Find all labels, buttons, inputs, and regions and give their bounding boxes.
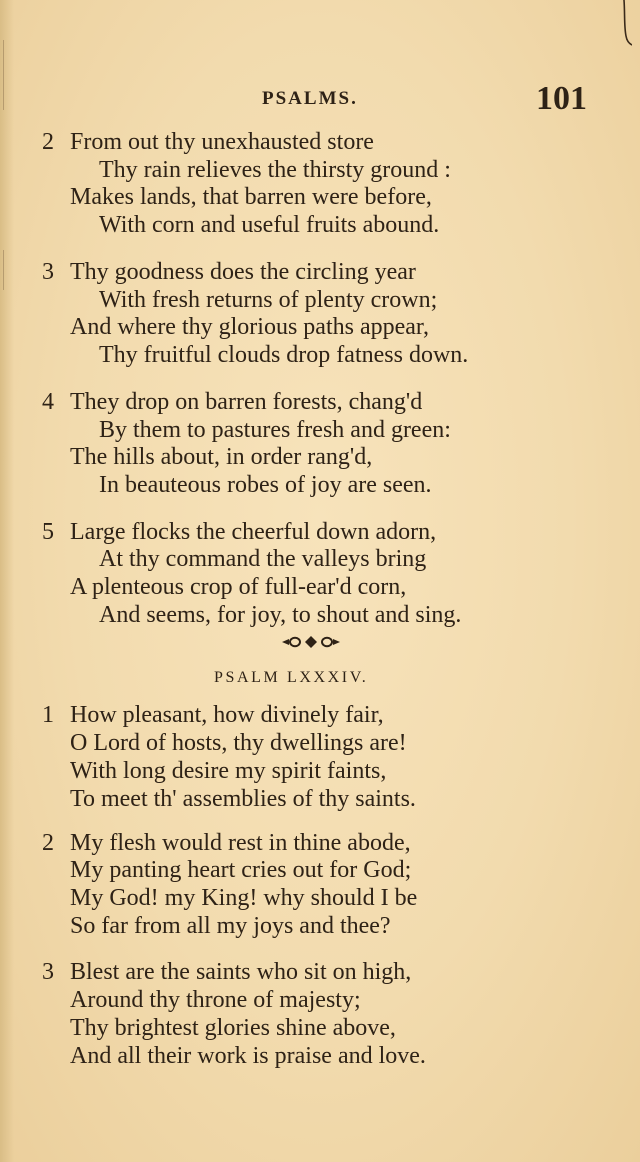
verse-number: 3 bbox=[42, 959, 54, 985]
page-gutter-shadow bbox=[0, 0, 14, 1162]
paper-edge-mark bbox=[3, 250, 4, 290]
verse-line: With fresh returns of plenty crown; bbox=[99, 287, 438, 313]
verse-number: 5 bbox=[42, 519, 54, 545]
verse-line: So far from all my joys and thee? bbox=[70, 913, 391, 939]
verse-line: A plenteous crop of full-ear'd corn, bbox=[70, 574, 407, 600]
verse-line: To meet th' assemblies of thy saints. bbox=[70, 786, 416, 812]
verse-number: 4 bbox=[42, 389, 54, 415]
verse-line: How pleasant, how divinely fair, bbox=[70, 702, 384, 728]
psalm-heading: PSALM LXXXIV. bbox=[214, 669, 369, 686]
verse-line: With corn and useful fruits abound. bbox=[99, 212, 440, 238]
verse-line: The hills about, in order rang'd, bbox=[70, 444, 373, 470]
verse-number: 1 bbox=[42, 702, 54, 728]
verse-line: Thy fruitful clouds drop fatness down. bbox=[99, 342, 469, 368]
verse-line: Thy goodness does the circling year bbox=[70, 259, 416, 285]
verse-line: My God! my King! why should I be bbox=[70, 885, 418, 911]
page-number: 101 bbox=[536, 80, 587, 117]
verse-line: Makes lands, that barren were before, bbox=[70, 184, 432, 210]
verse-number: 2 bbox=[42, 129, 54, 155]
verse-line: Around thy throne of majesty; bbox=[70, 987, 361, 1013]
verse-line: With long desire my spirit faints, bbox=[70, 758, 387, 784]
verse-line: My panting heart cries out for God; bbox=[70, 857, 412, 883]
running-head: PSALMS. bbox=[262, 88, 358, 109]
verse-number: 3 bbox=[42, 259, 54, 285]
printer-ornament-icon bbox=[280, 635, 342, 649]
verse-line: From out thy unexhausted store bbox=[70, 129, 374, 155]
verse-line: My flesh would rest in thine abode, bbox=[70, 830, 411, 856]
verse-number: 2 bbox=[42, 830, 54, 856]
verse-line: In beauteous robes of joy are seen. bbox=[99, 472, 432, 498]
verse-line: And seems, for joy, to shout and sing. bbox=[99, 602, 462, 628]
verse-line: And all their work is praise and love. bbox=[70, 1043, 426, 1069]
verse-line: Thy rain relieves the thirsty ground : bbox=[99, 157, 451, 183]
verse-line: Blest are the saints who sit on high, bbox=[70, 959, 412, 985]
verse-line: By them to pastures fresh and green: bbox=[99, 417, 451, 443]
verse-line: Large flocks the cheerful down adorn, bbox=[70, 519, 437, 545]
verse-line: O Lord of hosts, thy dwellings are! bbox=[70, 730, 407, 756]
verse-line: And where thy glorious paths appear, bbox=[70, 314, 429, 340]
ink-corner-mark bbox=[622, 0, 632, 46]
verse-line: At thy command the valleys bring bbox=[99, 546, 427, 572]
verse-line: Thy brightest glories shine above, bbox=[70, 1015, 396, 1041]
paper-edge-mark bbox=[3, 40, 4, 110]
verse-line: They drop on barren forests, chang'd bbox=[70, 389, 423, 415]
